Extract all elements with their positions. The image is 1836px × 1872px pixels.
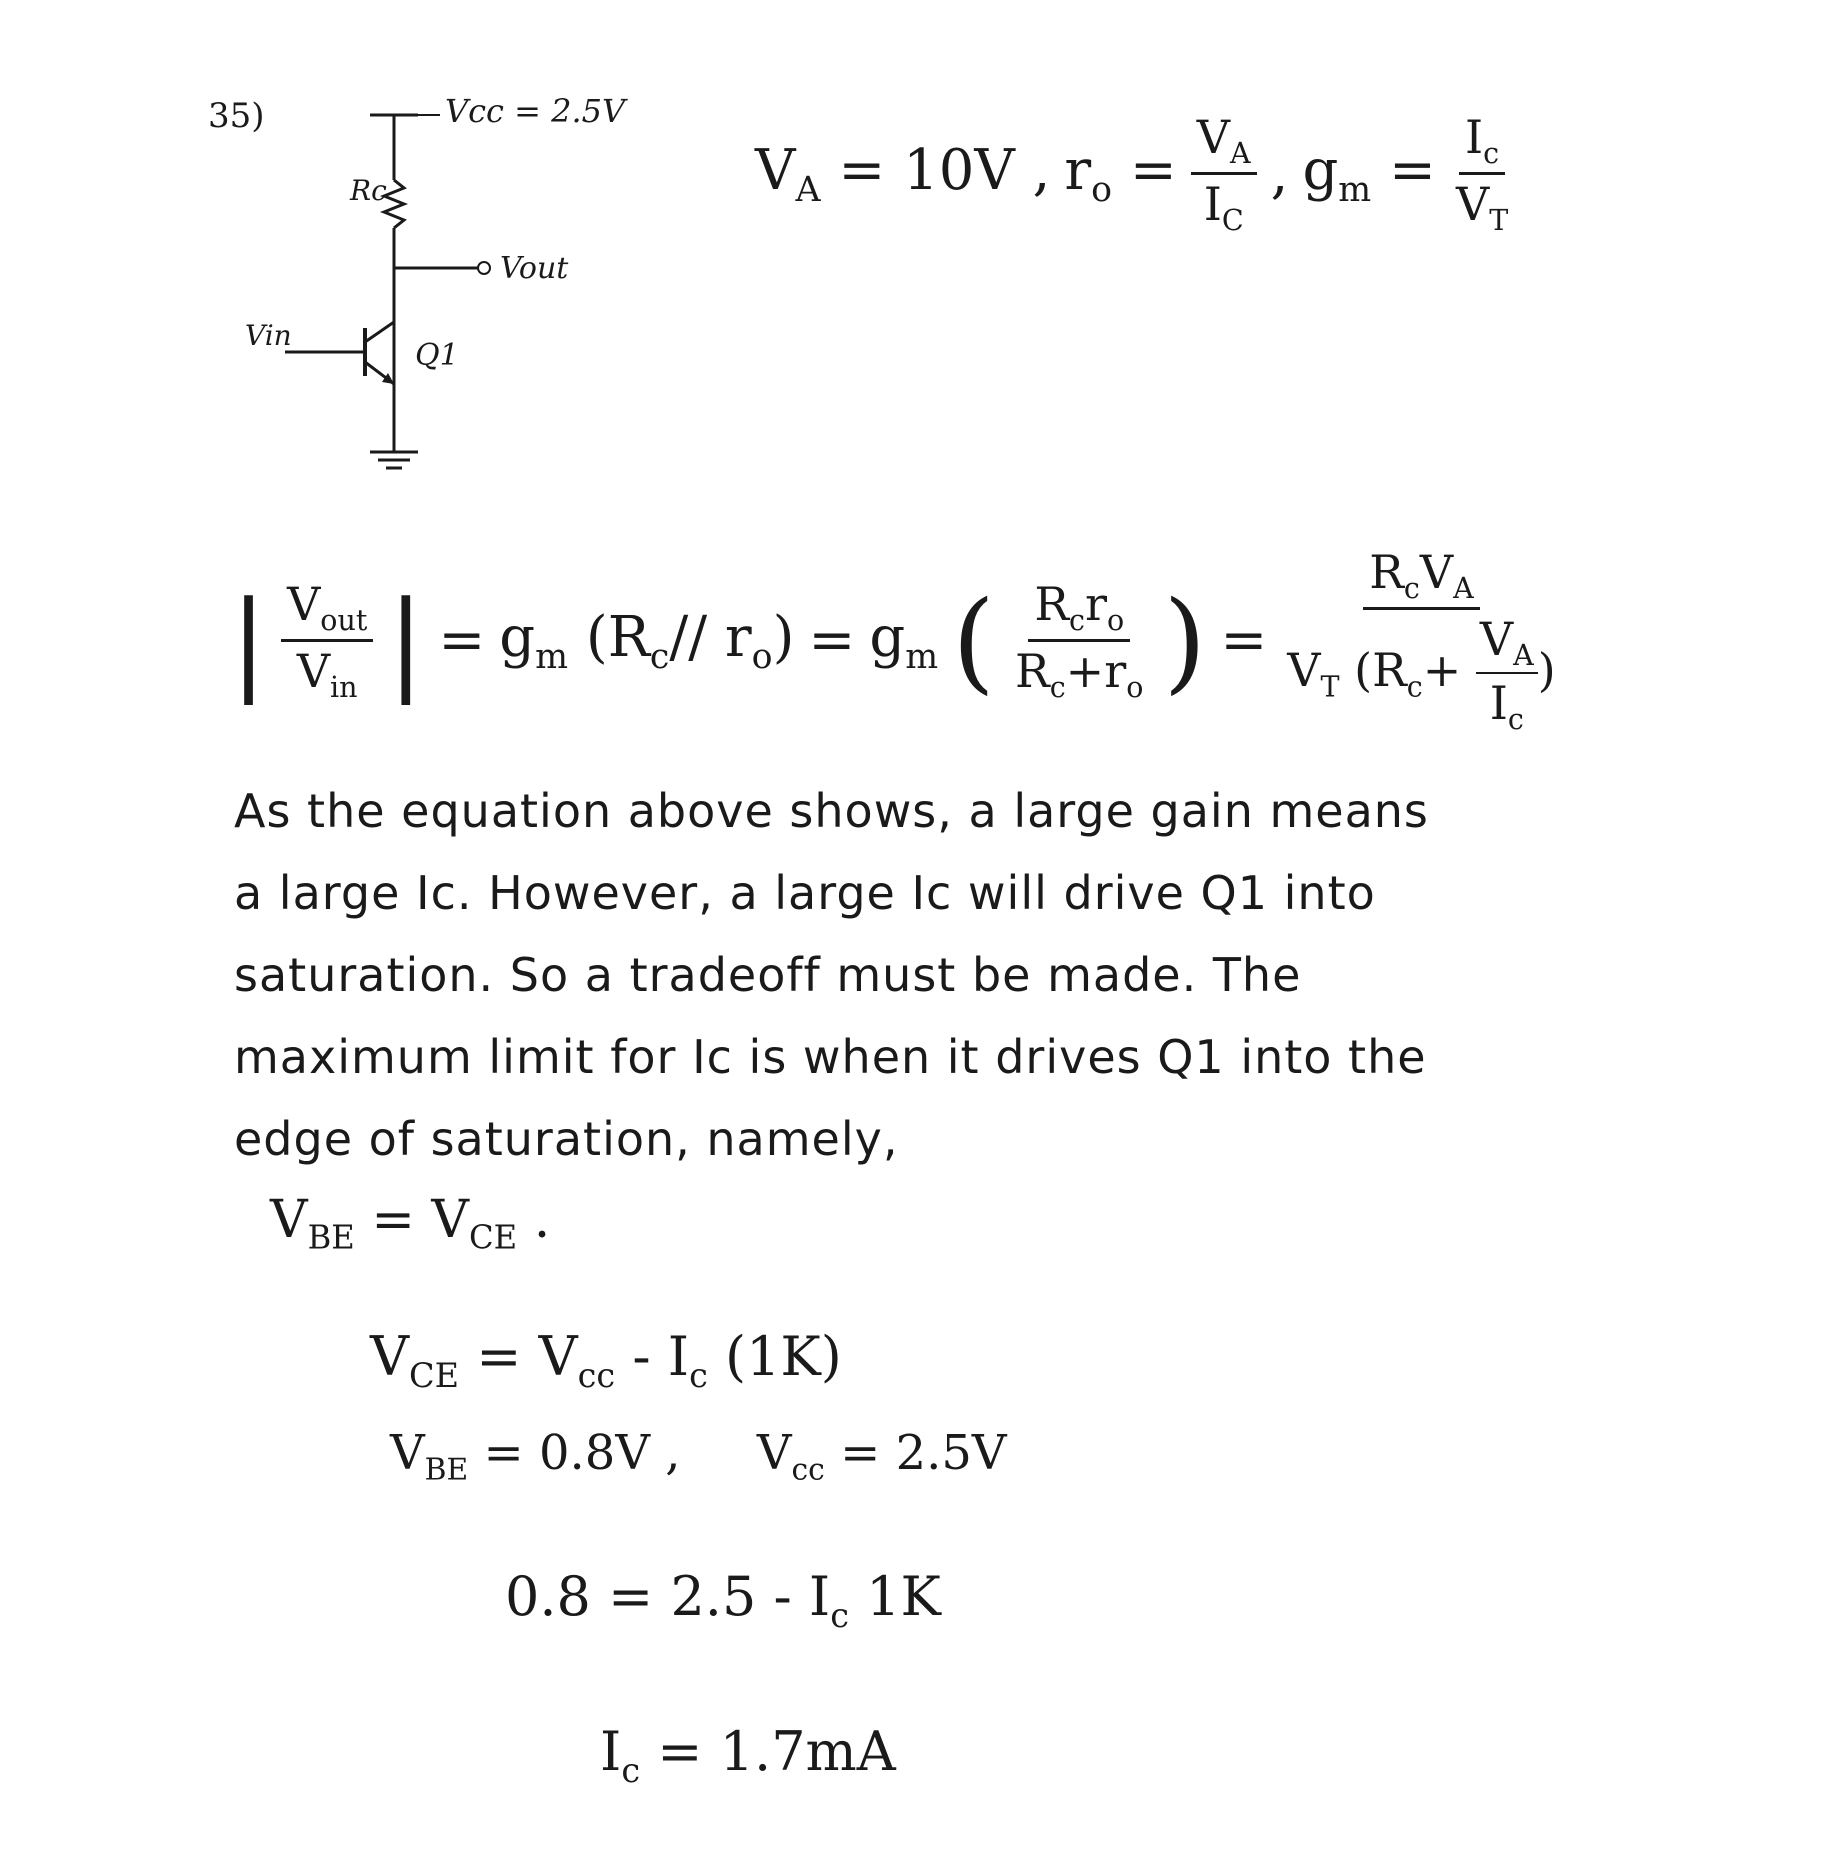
gain-eq1: = bbox=[438, 608, 486, 674]
va-definition: $V_A = 10V$ , bbox=[755, 137, 1051, 210]
vce-equation: $V_{CE} = V_{cc} - I_c$ (1K) bbox=[370, 1325, 842, 1395]
vout-terminal bbox=[478, 262, 490, 274]
gain-term2: $g_m$ bbox=[869, 604, 939, 677]
gain-final-fraction: $R_cV_A$ $V_T$ ($R_c+$ $\frac{V_A}{I_c}$ ) bbox=[1287, 545, 1556, 737]
gm-lhs: $g_m$ = bbox=[1302, 137, 1436, 210]
numeric-equation: $0.8 = 2.5 - I_c$ 1K bbox=[505, 1565, 941, 1635]
paren-left: ( bbox=[952, 576, 996, 705]
abs-bar-left: | bbox=[230, 576, 268, 705]
parameter-definitions bbox=[755, 110, 1514, 237]
gain-term1: $g_m$ ($R_c//$ $r_o$) bbox=[499, 604, 795, 677]
gain-eq2: = bbox=[808, 608, 856, 674]
q1-label: Q1 bbox=[415, 338, 459, 373]
gain-eq3: = bbox=[1220, 608, 1268, 674]
params-separator: , bbox=[1270, 141, 1289, 207]
rc-label: Rc bbox=[350, 174, 387, 207]
vout-label: Vout bbox=[500, 251, 569, 286]
paren-right: ) bbox=[1163, 576, 1207, 705]
gain-equation bbox=[230, 545, 1562, 737]
ro-lhs: $r_o$ = bbox=[1064, 137, 1177, 210]
explanation-paragraph: As the equation above shows, a large gain means a large Ic. However, a large Ic will drive Q1 into saturation. So a tradeoff must be made. The maximum limit for Ic is when it drives Q1 into the edge of saturation, namely, bbox=[234, 784, 1429, 1166]
gain-parallel-fraction: $\frac{R_cr_o}{R_c+r_o}$ bbox=[1015, 577, 1144, 705]
ic-result: $I_c = 1.7mA$ bbox=[600, 1720, 896, 1790]
saturation-condition: $V_{BE} = V_{CE}$ . bbox=[270, 1190, 551, 1257]
circuit-diagram bbox=[230, 70, 650, 490]
ro-fraction: $\frac{V_A}{I_C}$ bbox=[1191, 110, 1257, 237]
transistor-collector-lead bbox=[365, 322, 394, 342]
vcc-label: Vcc = 2.5V bbox=[445, 92, 626, 130]
vbe-vcc-values: $V_{BE} = 0.8V$ , $V_{cc} = 2.5V$ bbox=[390, 1425, 1007, 1488]
problem-number: 35) bbox=[208, 96, 265, 136]
va-over-ic-fraction: $\frac{V_A}{I_c}$ bbox=[1476, 612, 1538, 736]
gain-lhs-fraction: $\frac{V_{out}}{V_{in}}$ bbox=[281, 577, 373, 704]
abs-bar-right: | bbox=[387, 576, 425, 705]
gm-fraction: $\frac{I_c}{V_T}$ bbox=[1455, 110, 1509, 238]
collector-resistor bbox=[384, 180, 404, 228]
vin-label: Vin bbox=[245, 319, 292, 352]
